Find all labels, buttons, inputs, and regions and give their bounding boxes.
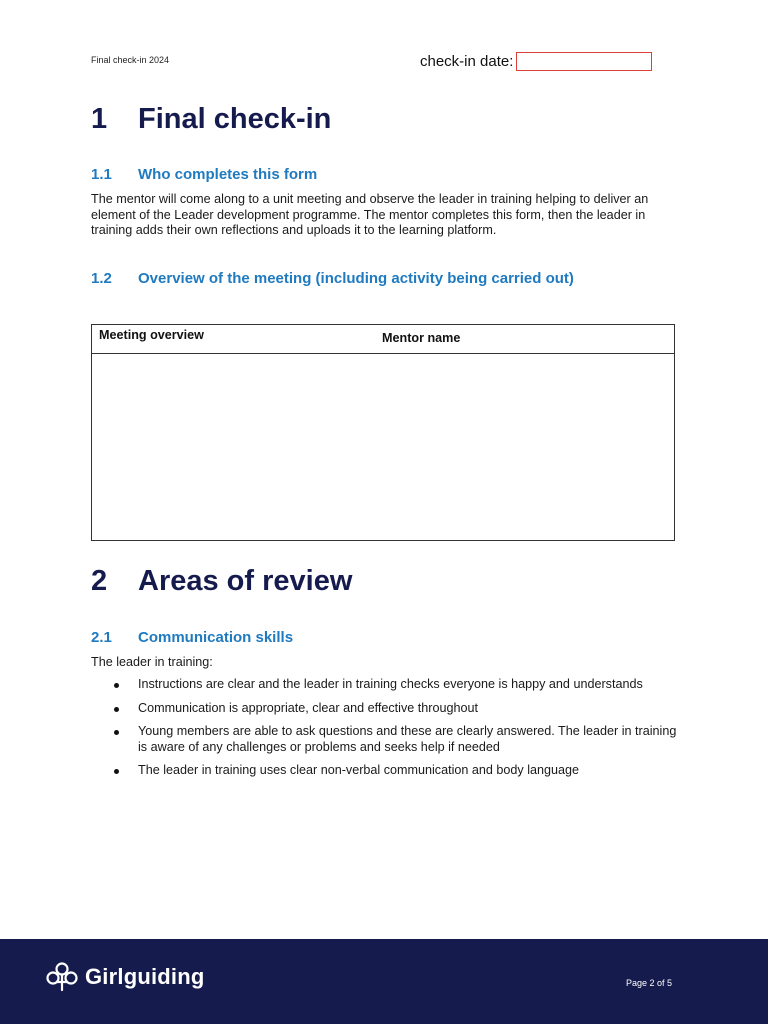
subsection-1-1-title: Who completes this form <box>138 166 318 183</box>
section-1-heading <box>91 103 331 136</box>
meeting-overview-header-row <box>92 325 674 354</box>
meeting-overview-table <box>91 324 675 541</box>
meeting-overview-column-header: Meeting overview <box>99 328 204 342</box>
girlguiding-logo <box>44 961 205 993</box>
list-item <box>91 677 681 693</box>
bullet-icon <box>114 707 119 712</box>
trefoil-icon <box>44 961 80 993</box>
section-2-number: 2 <box>91 565 108 597</box>
list-item-text: The leader in training uses clear non-verbal communication and body language <box>138 763 580 777</box>
section-1-title: Final check-in <box>138 103 332 135</box>
subsection-1-1-number: 1.1 <box>91 166 112 183</box>
subsection-1-2-title: Overview of the meeting (including activity being carried out) <box>138 270 574 287</box>
subsection-2-1-heading <box>91 629 293 646</box>
subsection-1-2-number: 1.2 <box>91 270 112 287</box>
who-completes-paragraph: The mentor will come along to a unit meeting and observe the leader in training helping to deliver an element of the Leader development programme. The mentor completes this form, then the leader in training adds their own reflections and uploads it to the learning platform. <box>91 192 649 237</box>
meeting-overview-input-area[interactable] <box>92 354 674 540</box>
bullet-icon <box>114 683 119 688</box>
communication-criteria-list <box>91 677 681 787</box>
brand-name: Girlguiding <box>85 964 205 989</box>
section-2-title: Areas of review <box>138 565 353 597</box>
bullet-icon <box>114 769 119 774</box>
list-item-text: Young members are able to ask questions and these are clearly answered. The leader in training is aware of any challenges or problems and seeks help if needed <box>138 724 677 754</box>
checkin-date-field[interactable] <box>516 52 652 71</box>
list-item <box>91 701 681 717</box>
subsection-2-1-number: 2.1 <box>91 629 112 646</box>
page-number: Page 2 of 5 <box>626 978 673 988</box>
subsection-1-2-heading <box>91 270 574 287</box>
checkin-date-label: check-in date: <box>420 53 514 70</box>
running-header-title: Final check-in 2024 <box>91 55 170 65</box>
list-item-text: Communication is appropriate, clear and effective throughout <box>138 700 478 715</box>
list-item-text: Instructions are clear and the leader in training checks everyone is happy and understands <box>138 677 643 691</box>
communication-intro-text: The leader in training: <box>91 655 213 669</box>
subsection-1-1-heading <box>91 166 317 183</box>
subsection-2-1-title: Communication skills <box>138 629 294 646</box>
checkin-date-group <box>420 52 652 71</box>
bullet-icon <box>114 730 119 735</box>
list-item <box>91 724 681 755</box>
page-footer <box>0 939 768 1024</box>
section-1-number: 1 <box>91 103 108 135</box>
section-2-heading <box>91 565 352 598</box>
mentor-name-column-header: Mentor name <box>382 331 461 345</box>
list-item <box>91 763 681 779</box>
